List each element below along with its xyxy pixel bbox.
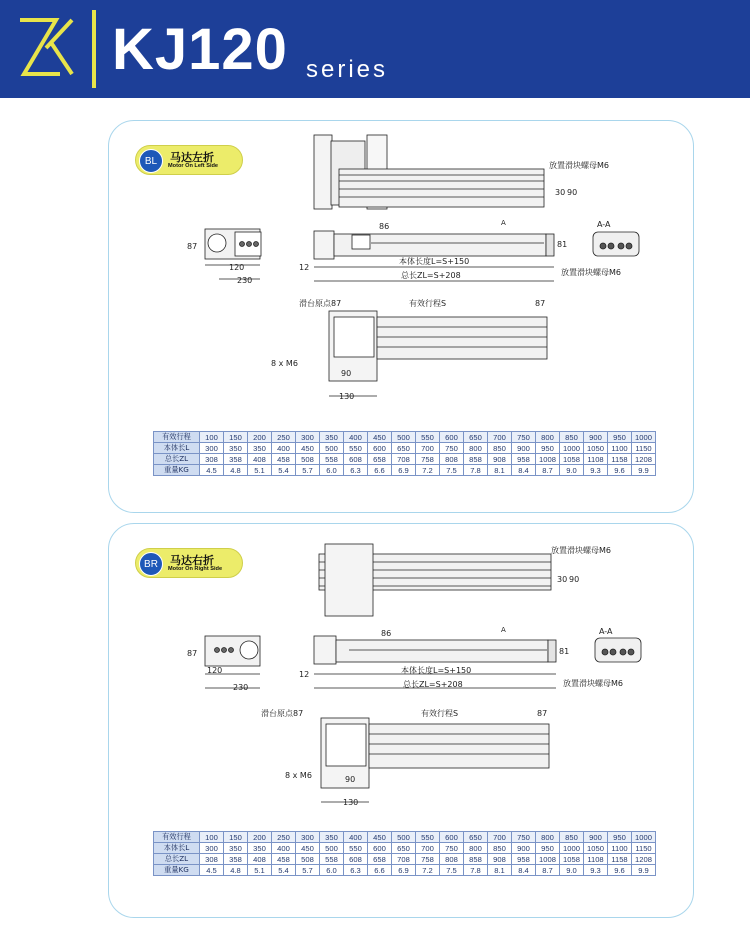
table-cell: 850 — [560, 432, 584, 443]
panel-motor-right — [108, 523, 694, 918]
table-cell: 1050 — [584, 843, 608, 854]
badge-subtitle: Motor On Right Side — [168, 566, 223, 572]
table-cell: 900 — [512, 443, 536, 454]
spec-table — [153, 831, 656, 876]
table-cell: 350 — [224, 843, 248, 854]
table-cell: 1100 — [608, 443, 632, 454]
table-cell: 400 — [272, 843, 296, 854]
table-cell: 900 — [512, 843, 536, 854]
dim-87: 87 — [187, 242, 198, 251]
table-cell: 558 — [320, 854, 344, 865]
table-cell: 400 — [344, 432, 368, 443]
header-accent-bar — [92, 10, 96, 88]
table-cell: 958 — [512, 854, 536, 865]
table-cell: 550 — [416, 432, 440, 443]
table-row — [154, 432, 656, 443]
slider-nut-label: 放置滑块螺母M6 — [549, 161, 609, 170]
table-cell: 1000 — [560, 443, 584, 454]
table-cell: 250 — [272, 432, 296, 443]
table-cell: 1000 — [632, 432, 656, 443]
table-cell: 300 — [200, 443, 224, 454]
table-cell: 758 — [416, 454, 440, 465]
table-cell: 750 — [512, 432, 536, 443]
table-cell: 550 — [344, 443, 368, 454]
table-cell: 1208 — [632, 854, 656, 865]
table-cell: 800 — [464, 843, 488, 854]
dim-90-plan: 90 — [345, 775, 356, 784]
table-cell: 100 — [200, 432, 224, 443]
table-cell: 450 — [368, 832, 392, 843]
table-cell: 508 — [296, 454, 320, 465]
arrow-a-label: A — [501, 219, 506, 227]
row-header: 总长ZL — [154, 854, 200, 865]
dim-12: 12 — [299, 670, 310, 679]
badge-title: 马达右折 — [170, 554, 214, 567]
table-cell: 800 — [536, 432, 560, 443]
table-cell: 850 — [488, 843, 512, 854]
table-cell: 7.8 — [464, 865, 488, 876]
dim-87-right: 87 — [535, 299, 546, 308]
row-header: 重量KG — [154, 465, 200, 476]
table-cell: 4.8 — [224, 865, 248, 876]
arrow-a-label: A — [501, 626, 506, 634]
body-length-label: 本体长度L=S+150 — [399, 257, 470, 266]
dimension-labels — [109, 121, 695, 431]
table-cell: 1058 — [560, 854, 584, 865]
table-cell: 308 — [200, 454, 224, 465]
badge-title: 马达左折 — [170, 151, 214, 164]
table-cell: 9.3 — [584, 865, 608, 876]
table-row — [154, 843, 656, 854]
table-cell: 9.6 — [608, 865, 632, 876]
origin-label: 滑台原点87 — [299, 299, 342, 308]
table-cell: 950 — [536, 443, 560, 454]
table-cell: 500 — [320, 843, 344, 854]
table-cell: 150 — [224, 432, 248, 443]
table-cell: 800 — [464, 443, 488, 454]
table-cell: 650 — [464, 832, 488, 843]
badge-subtitle: Motor On Left Side — [168, 163, 219, 169]
table-cell: 200 — [248, 432, 272, 443]
table-cell: 1158 — [608, 454, 632, 465]
table-cell: 6.0 — [320, 865, 344, 876]
table-cell: 750 — [440, 443, 464, 454]
table-cell: 4.5 — [200, 465, 224, 476]
dim-130: 130 — [343, 798, 359, 807]
table-cell: 808 — [440, 454, 464, 465]
badge-code: BR — [139, 552, 163, 576]
table-cell: 1000 — [632, 832, 656, 843]
table-cell: 600 — [440, 432, 464, 443]
table-cell: 700 — [488, 432, 512, 443]
panel-motor-left — [108, 120, 694, 513]
series-title: KJ120 — [112, 17, 288, 82]
table-row — [154, 454, 656, 465]
table-cell: 6.6 — [368, 465, 392, 476]
table-cell: 350 — [248, 443, 272, 454]
table-cell: 650 — [392, 843, 416, 854]
table-cell: 708 — [392, 854, 416, 865]
table-cell: 450 — [296, 443, 320, 454]
stroke-label: 有效行程S — [421, 709, 459, 718]
section-nut-label: 放置滑块螺母M6 — [561, 268, 621, 277]
table-cell: 350 — [224, 443, 248, 454]
table-cell: 400 — [272, 443, 296, 454]
table-cell: 1058 — [560, 454, 584, 465]
dim-230: 230 — [237, 276, 253, 285]
table-cell: 9.0 — [560, 465, 584, 476]
table-cell: 5.4 — [272, 465, 296, 476]
row-header: 本体长L — [154, 443, 200, 454]
row-header: 重量KG — [154, 865, 200, 876]
holes-label: 8 x M6 — [271, 359, 298, 368]
table-cell: 500 — [320, 443, 344, 454]
table-cell: 1150 — [632, 443, 656, 454]
table-cell: 300 — [296, 832, 320, 843]
table-cell: 558 — [320, 454, 344, 465]
dim-86: 86 — [381, 629, 392, 638]
table-cell: 6.0 — [320, 465, 344, 476]
table-cell: 700 — [416, 443, 440, 454]
table-cell: 358 — [224, 454, 248, 465]
zk-logo — [16, 14, 76, 80]
table-cell: 8.4 — [512, 465, 536, 476]
table-cell: 900 — [584, 432, 608, 443]
table-row — [154, 865, 656, 876]
table-cell: 1100 — [608, 843, 632, 854]
table-row — [154, 854, 656, 865]
table-cell: 600 — [368, 443, 392, 454]
table-cell: 7.8 — [464, 465, 488, 476]
dim-87-right: 87 — [537, 709, 548, 718]
dim-90-plan: 90 — [341, 369, 352, 378]
dim-86: 86 — [379, 222, 390, 231]
row-header: 本体长L — [154, 843, 200, 854]
dimension-labels — [109, 524, 695, 834]
dim-30: 30 — [555, 188, 566, 197]
table-cell: 6.9 — [392, 465, 416, 476]
table-cell: 908 — [488, 854, 512, 865]
table-cell: 1158 — [608, 854, 632, 865]
table-cell: 6.9 — [392, 865, 416, 876]
row-header: 有效行程 — [154, 832, 200, 843]
table-cell: 608 — [344, 854, 368, 865]
table-cell: 350 — [248, 843, 272, 854]
total-length-label: 总长ZL=S+208 — [401, 271, 461, 280]
table-cell: 708 — [392, 454, 416, 465]
table-cell: 250 — [272, 832, 296, 843]
table-cell: 5.1 — [248, 465, 272, 476]
table-cell: 358 — [224, 854, 248, 865]
table-cell: 458 — [272, 454, 296, 465]
table-cell: 850 — [488, 443, 512, 454]
table-cell: 1000 — [560, 843, 584, 854]
row-header: 有效行程 — [154, 432, 200, 443]
table-row — [154, 443, 656, 454]
table-cell: 500 — [392, 832, 416, 843]
table-cell: 4.5 — [200, 865, 224, 876]
slider-nut-label: 放置滑块螺母M6 — [551, 546, 611, 555]
table-cell: 9.9 — [632, 465, 656, 476]
table-cell: 700 — [416, 843, 440, 854]
table-cell: 908 — [488, 454, 512, 465]
dim-12: 12 — [299, 263, 310, 272]
dim-81: 81 — [559, 647, 570, 656]
table-row — [154, 832, 656, 843]
dim-81: 81 — [557, 240, 568, 249]
table-cell: 658 — [368, 454, 392, 465]
table-cell: 400 — [344, 832, 368, 843]
table-cell: 7.2 — [416, 465, 440, 476]
dim-120: 120 — [207, 666, 223, 675]
table-cell: 5.1 — [248, 865, 272, 876]
table-cell: 800 — [536, 832, 560, 843]
spec-table — [153, 431, 656, 476]
table-cell: 200 — [248, 832, 272, 843]
table-cell: 150 — [224, 832, 248, 843]
table-cell: 8.4 — [512, 865, 536, 876]
table-cell: 350 — [320, 832, 344, 843]
dim-90: 90 — [567, 188, 578, 197]
table-cell: 550 — [416, 832, 440, 843]
table-cell: 650 — [464, 432, 488, 443]
origin-label: 滑台原点87 — [261, 709, 304, 718]
table-cell: 8.1 — [488, 865, 512, 876]
table-cell: 408 — [248, 454, 272, 465]
table-cell: 1108 — [584, 454, 608, 465]
table-cell: 6.6 — [368, 865, 392, 876]
table-cell: 508 — [296, 854, 320, 865]
table-cell: 6.3 — [344, 465, 368, 476]
table-cell: 958 — [512, 454, 536, 465]
series-subtitle: series — [306, 56, 389, 83]
table-cell: 550 — [344, 843, 368, 854]
table-cell: 850 — [560, 832, 584, 843]
dim-120: 120 — [229, 263, 245, 272]
dim-87: 87 — [187, 649, 198, 658]
table-cell: 858 — [464, 854, 488, 865]
table-cell: 4.8 — [224, 465, 248, 476]
table-cell: 658 — [368, 854, 392, 865]
dim-90: 90 — [569, 575, 580, 584]
header-banner — [0, 0, 750, 98]
section-label: A-A — [599, 627, 613, 636]
table-cell: 300 — [296, 432, 320, 443]
table-cell: 808 — [440, 854, 464, 865]
table-cell: 100 — [200, 832, 224, 843]
total-length-label: 总长ZL=S+208 — [403, 680, 463, 689]
table-cell: 700 — [488, 832, 512, 843]
table-cell: 308 — [200, 854, 224, 865]
table-cell: 1008 — [536, 454, 560, 465]
table-cell: 950 — [608, 432, 632, 443]
table-cell: 600 — [440, 832, 464, 843]
table-cell: 350 — [320, 432, 344, 443]
table-cell: 450 — [296, 843, 320, 854]
table-cell: 950 — [536, 843, 560, 854]
table-cell: 1108 — [584, 854, 608, 865]
dim-130: 130 — [339, 392, 355, 401]
table-cell: 1208 — [632, 454, 656, 465]
table-cell: 650 — [392, 443, 416, 454]
table-cell: 750 — [440, 843, 464, 854]
table-cell: 300 — [200, 843, 224, 854]
table-cell: 450 — [368, 432, 392, 443]
table-cell: 858 — [464, 454, 488, 465]
stroke-label: 有效行程S — [409, 299, 447, 308]
dim-30: 30 — [557, 575, 568, 584]
body-length-label: 本体长度L=S+150 — [401, 666, 472, 675]
table-cell: 8.7 — [536, 865, 560, 876]
table-cell: 7.5 — [440, 865, 464, 876]
table-cell: 1008 — [536, 854, 560, 865]
table-cell: 900 — [584, 832, 608, 843]
table-cell: 458 — [272, 854, 296, 865]
holes-label: 8 x M6 — [285, 771, 312, 780]
table-cell: 608 — [344, 454, 368, 465]
table-cell: 950 — [608, 832, 632, 843]
table-cell: 9.0 — [560, 865, 584, 876]
table-cell: 500 — [392, 432, 416, 443]
table-cell: 8.1 — [488, 465, 512, 476]
table-cell: 408 — [248, 854, 272, 865]
table-cell: 5.7 — [296, 465, 320, 476]
table-cell: 1050 — [584, 443, 608, 454]
table-cell: 5.4 — [272, 865, 296, 876]
section-label: A-A — [597, 220, 611, 229]
row-header: 总长ZL — [154, 454, 200, 465]
table-cell: 9.3 — [584, 465, 608, 476]
table-cell: 750 — [512, 832, 536, 843]
table-row — [154, 465, 656, 476]
table-cell: 7.2 — [416, 865, 440, 876]
table-cell: 1150 — [632, 843, 656, 854]
table-cell: 9.9 — [632, 865, 656, 876]
table-cell: 758 — [416, 854, 440, 865]
table-cell: 5.7 — [296, 865, 320, 876]
table-cell: 600 — [368, 843, 392, 854]
table-cell: 8.7 — [536, 465, 560, 476]
table-cell: 9.6 — [608, 465, 632, 476]
dim-230: 230 — [233, 683, 249, 692]
table-cell: 7.5 — [440, 465, 464, 476]
section-nut-label: 放置滑块螺母M6 — [563, 679, 623, 688]
table-cell: 6.3 — [344, 865, 368, 876]
badge-code: BL — [139, 149, 163, 173]
